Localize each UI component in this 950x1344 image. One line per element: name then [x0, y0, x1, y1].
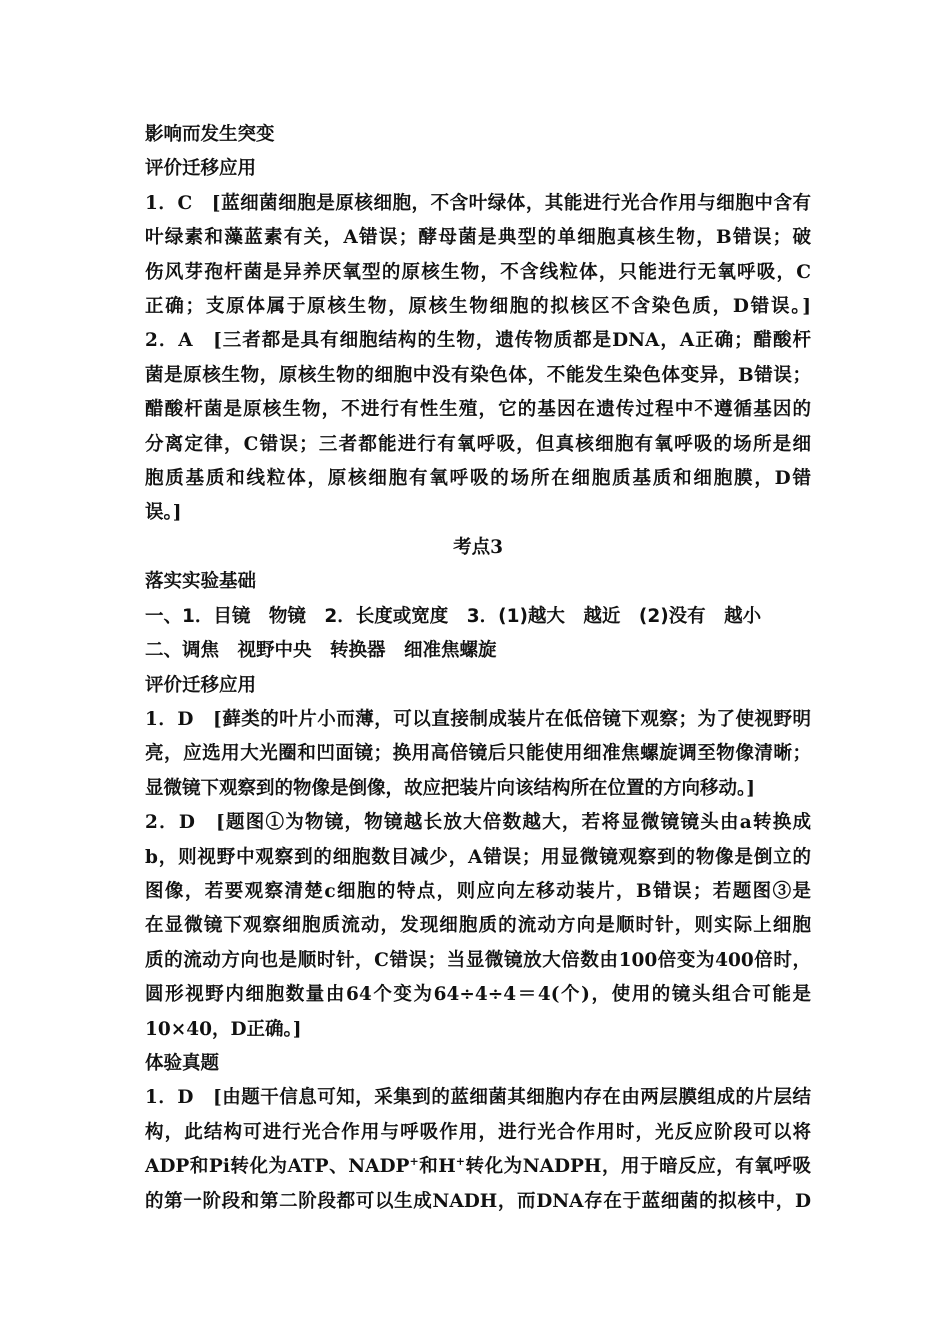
text-line: 2．D [题图①为物镜，物镜越长放大倍数越大，若将显微镜镜头由a转换成 — [145, 812, 811, 834]
text-line: 的第一阶段和第二阶段都可以生成NADH，而DNA存在于蓝细菌的拟核中，D — [145, 1190, 811, 1212]
superscript-plus: + — [455, 1155, 465, 1169]
text-line-with-superscripts — [145, 1150, 811, 1184]
text-line: 圆形视野内细胞数量由64个变为64÷4÷4＝4(个)，使用的镜头组合可能是 — [145, 984, 811, 1006]
text-line: 1．C [蓝细菌细胞是原核细胞，不含叶绿体，其能进行光合作用与细胞中含有 — [145, 192, 811, 214]
text-line: 伤风芽孢杆菌是异养厌氧型的原核生物，不含线粒体，只能进行无氧呼吸，C — [145, 261, 811, 283]
text-line: 2．A [三者都是具有细胞结构的生物，遗传物质都是DNA，A正确；醋酸杆 — [145, 330, 811, 352]
section-heading: 评价迁移应用 — [145, 674, 257, 696]
text-line: 在显微镜下观察细胞质流动，发现细胞质的流动方向是顺时针，则实际上细胞 — [145, 915, 811, 937]
text-line: 1．D [藓类的叶片小而薄，可以直接制成装片在低倍镜下观察；为了使视野明 — [145, 708, 811, 730]
text-segment: ADP和Pi转化为ATP、NADP — [145, 1156, 410, 1178]
text-line: 叶绿素和藻蓝素有关，A错误；酵母菌是典型的单细胞真核生物，B错误；破 — [145, 227, 811, 249]
section-heading: 评价迁移应用 — [145, 158, 257, 180]
text-line: 菌是原核生物，原核生物的细胞中没有染色体，不能发生染色体变异，B错误； — [145, 364, 811, 386]
text-line: 质的流动方向也是顺时针，C错误；当显微镜放大倍数由100倍变为400倍时， — [145, 949, 811, 971]
text-line: 醋酸杆菌是原核生物，不进行有性生殖，它的基因在遗传过程中不遵循基因的 — [145, 399, 811, 421]
text-line: 1．D [由题干信息可知，采集到的蓝细菌其细胞内存在由两层膜组成的片层结 — [145, 1087, 811, 1109]
text-line: 正确；支原体属于原核生物，原核生物细胞的拟核区不含染色质，D错误。] — [145, 296, 811, 318]
document-body — [145, 118, 811, 1219]
text-segment: 和H — [418, 1156, 456, 1178]
text-segment: 转化为NADPH，用于暗反应，有氧呼吸 — [464, 1156, 811, 1178]
section-heading: 落实实验基础 — [145, 571, 257, 593]
text-line: 10×40，D正确。] — [145, 1018, 302, 1040]
text-line: 图像，若要观察清楚c细胞的特点，则应向左移动装片，B错误；若题图③是 — [145, 880, 811, 902]
text-line: 分离定律，C错误；三者都能进行有氧呼吸，但真核细胞有氧呼吸的场所是细 — [145, 433, 811, 455]
text-line: 显微镜下观察到的物像是倒像，故应把装片向该结构所在位置的方向移动。] — [145, 777, 756, 799]
text-line: 胞质基质和线粒体，原核细胞有氧呼吸的场所在细胞质基质和细胞膜，D错 — [145, 468, 811, 490]
text-line: 构，此结构可进行光合作用与呼吸作用，进行光合作用时，光反应阶段可以将 — [145, 1121, 811, 1143]
answer-line: 二、调焦 视野中央 转换器 细准焦螺旋 — [145, 640, 497, 662]
section-heading: 体验真题 — [145, 1052, 220, 1074]
text-line: 误。] — [145, 502, 182, 524]
text-line: b，则视野中观察到的细胞数目减少，A错误；用显微镜观察到的物像是倒立的 — [145, 846, 811, 868]
text-line: 影响而发生突变 — [145, 124, 275, 145]
superscript-plus: + — [409, 1155, 419, 1169]
section-title: 考点3 — [453, 536, 503, 558]
answer-line: 一、1．目镜 物镜 2．长度或宽度 3．(1)越大 越近 (2)没有 越小 — [145, 605, 762, 627]
text-line: 亮，应选用大光圈和凹面镜；换用高倍镜后只能使用细准焦螺旋调至物像清晰； — [145, 743, 811, 765]
